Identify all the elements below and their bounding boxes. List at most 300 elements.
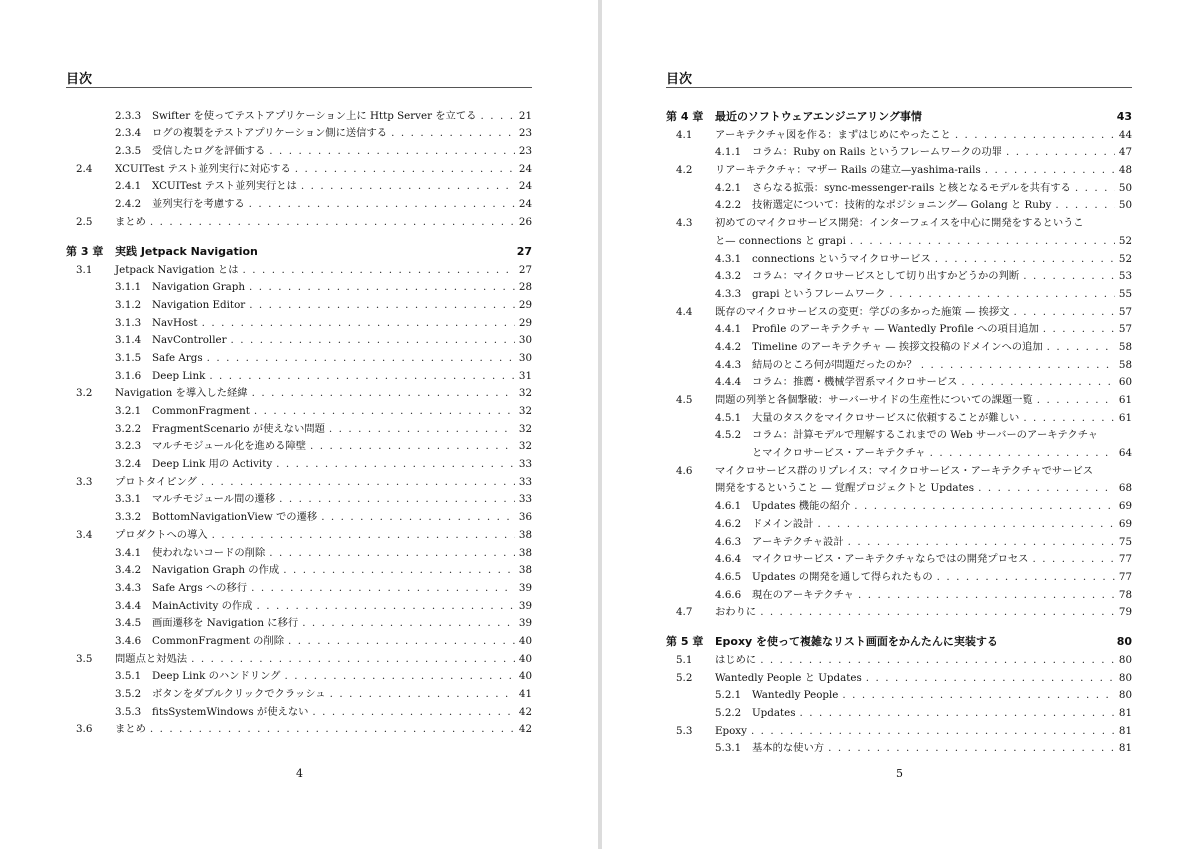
leader-dots bbox=[150, 216, 515, 228]
entry-title-line: 開発をするということ — 覚醒プロジェクトと Updates bbox=[715, 482, 975, 495]
toc-entry[interactable] bbox=[666, 424, 1132, 442]
entry-title: Profile のアーキテクチャ — Wantedly Profile への項目追加 bbox=[752, 323, 1039, 336]
entry-title: 最近のソフトウェアエンジニアリング事情 bbox=[715, 110, 922, 123]
entry-title: 現在のアーキテクチャ bbox=[752, 588, 854, 601]
entry-page: 39 bbox=[518, 581, 532, 594]
toc-entry[interactable] bbox=[666, 282, 1132, 300]
entry-title: 使われないコードの削除 bbox=[152, 546, 266, 559]
toc-entry[interactable] bbox=[66, 559, 532, 577]
entry-page: 31 bbox=[518, 369, 532, 382]
entry-title: リアーキテクチャ：マザー Rails の建立—yashima-rails bbox=[715, 164, 981, 177]
entry-number: 3.3.2 bbox=[115, 511, 142, 524]
entry-page: 57 bbox=[1118, 323, 1132, 336]
leader-dots bbox=[249, 198, 515, 210]
toc-entry[interactable] bbox=[66, 452, 532, 470]
page-number: 4 bbox=[296, 767, 303, 780]
leader-dots bbox=[760, 654, 1115, 666]
entry-number: 4.6.3 bbox=[715, 535, 742, 548]
entry-page: 81 bbox=[1118, 707, 1132, 719]
entry-title: NavHost bbox=[152, 316, 198, 329]
toc-entry[interactable] bbox=[66, 382, 532, 400]
entry-title: 受信したログを評価する bbox=[152, 145, 266, 158]
entry-title: Deep Link 用の Activity bbox=[152, 458, 273, 471]
entry-number: 4.6.5 bbox=[715, 570, 742, 583]
toc-entry[interactable] bbox=[666, 406, 1132, 424]
toc-entry[interactable] bbox=[666, 548, 1132, 566]
toc-entry[interactable] bbox=[66, 346, 532, 364]
entry-title: 実践 Jetpack Navigation bbox=[115, 244, 258, 258]
entry-page: 32 bbox=[518, 422, 532, 435]
leader-dots bbox=[1006, 146, 1115, 158]
entry-number: 3.4 bbox=[76, 528, 93, 541]
entry-page: 41 bbox=[518, 688, 532, 700]
toc-entry[interactable] bbox=[666, 194, 1132, 212]
entry-title: まとめ bbox=[115, 215, 146, 228]
entry-number: 4.1 bbox=[676, 128, 693, 141]
leader-dots bbox=[1043, 323, 1115, 335]
entry-page: 33 bbox=[518, 493, 532, 506]
toc-entry-continuation[interactable] bbox=[666, 441, 1132, 459]
entry-page: 69 bbox=[1118, 517, 1132, 530]
leader-dots bbox=[937, 571, 1115, 583]
entry-page: 77 bbox=[1118, 553, 1132, 566]
entry-number: 第 4 章 bbox=[666, 110, 704, 123]
leader-dots bbox=[848, 536, 1115, 548]
toc-entry[interactable] bbox=[66, 293, 532, 311]
entry-number: 4.4.4 bbox=[715, 376, 742, 389]
toc-entry[interactable] bbox=[666, 388, 1132, 406]
entry-title: アーキテクチャ図を作る：まずはじめにやったこと bbox=[715, 128, 951, 141]
leader-dots bbox=[312, 706, 514, 718]
entry-page: 21 bbox=[518, 109, 532, 122]
entry-page: 80 bbox=[1118, 671, 1132, 684]
entry-page: 38 bbox=[518, 528, 532, 541]
leader-dots bbox=[269, 145, 515, 157]
leader-dots bbox=[209, 370, 515, 382]
entry-number: 4.6.2 bbox=[715, 517, 742, 530]
toc-entry[interactable] bbox=[66, 505, 532, 523]
toc-entry[interactable] bbox=[66, 258, 532, 276]
entry-page: 53 bbox=[1118, 270, 1132, 283]
toc-entry[interactable] bbox=[66, 576, 532, 594]
entry-title: Epoxy bbox=[715, 724, 747, 737]
entry-page: 80 bbox=[1118, 689, 1132, 702]
toc-entry[interactable] bbox=[66, 682, 532, 700]
entry-number: 3.4.1 bbox=[115, 546, 142, 559]
entry-number: 4.6.4 bbox=[715, 553, 742, 566]
entry-title-line: マイクロサービス群のリプレイス：マイクロサービス・アーキテクチャでサービス bbox=[715, 464, 1094, 477]
entry-page: 24 bbox=[518, 180, 532, 193]
entry-number: 5.2.2 bbox=[715, 707, 742, 719]
entry-title: Updates 機能の紹介 bbox=[752, 500, 851, 513]
entry-page: 47 bbox=[1118, 146, 1132, 159]
entry-number: 3.2 bbox=[76, 387, 93, 400]
toc-entry[interactable] bbox=[666, 737, 1132, 755]
entry-number: 4.2 bbox=[676, 164, 693, 177]
entry-title: FragmentScenario が使えない問題 bbox=[152, 422, 325, 435]
leader-dots bbox=[391, 127, 515, 139]
toc-entry[interactable] bbox=[66, 311, 532, 329]
entry-title: NavController bbox=[152, 334, 227, 347]
leader-dots bbox=[828, 742, 1115, 754]
entry-page: 40 bbox=[518, 670, 532, 683]
entry-number: 4.2.1 bbox=[715, 181, 742, 194]
leader-dots bbox=[889, 288, 1115, 300]
entry-title: マルチモジュール間の遷移 bbox=[152, 493, 276, 506]
entry-page: 50 bbox=[1118, 181, 1132, 194]
toc-entry[interactable] bbox=[666, 512, 1132, 530]
toc-entry[interactable] bbox=[66, 470, 532, 488]
toc-entry[interactable] bbox=[666, 459, 1132, 477]
leader-dots bbox=[212, 529, 515, 541]
entry-number: 3.5.2 bbox=[115, 688, 142, 700]
entry-number: 4.6.6 bbox=[715, 588, 742, 601]
toc-entry[interactable] bbox=[666, 176, 1132, 194]
toc-entry[interactable] bbox=[666, 701, 1132, 719]
toc-entry[interactable] bbox=[666, 583, 1132, 601]
entry-title: fitsSystemWindows が使えない bbox=[152, 705, 309, 718]
leader-dots bbox=[935, 253, 1115, 265]
entry-number: 3.6 bbox=[76, 723, 93, 736]
toc-entry-continuation[interactable] bbox=[666, 477, 1132, 495]
toc-entry[interactable] bbox=[66, 718, 532, 736]
leader-dots bbox=[201, 476, 515, 488]
entry-title: CommonFragment bbox=[152, 405, 250, 417]
toc-chapter[interactable] bbox=[666, 629, 1132, 648]
entry-page: 77 bbox=[1118, 570, 1132, 583]
entry-number: 3.1 bbox=[76, 263, 93, 276]
toc-entry[interactable] bbox=[666, 719, 1132, 737]
entry-number: 4.3.2 bbox=[715, 270, 742, 283]
toc-entry[interactable] bbox=[66, 276, 532, 294]
entry-number: 3.1.3 bbox=[115, 316, 142, 329]
entry-number: 5.2.1 bbox=[715, 689, 742, 702]
entry-page: 38 bbox=[518, 546, 532, 559]
entry-title: コラム：Ruby on Rails というフレームワークの功罪 bbox=[752, 146, 1002, 159]
toc-entry[interactable] bbox=[666, 494, 1132, 512]
entry-number: 4.6.1 bbox=[715, 500, 742, 513]
entry-page: 27 bbox=[516, 244, 532, 258]
entry-number: 3.2.2 bbox=[115, 422, 142, 435]
entry-page: 40 bbox=[518, 634, 532, 647]
entry-title: Safe Args への移行 bbox=[152, 581, 248, 594]
leader-dots bbox=[243, 264, 515, 276]
toc-entry[interactable] bbox=[66, 700, 532, 718]
entry-title: プロトタイピング bbox=[115, 475, 197, 488]
leader-dots bbox=[955, 129, 1115, 141]
entry-title: アーキテクチャ設計 bbox=[752, 535, 844, 548]
entry-number: 2.3.3 bbox=[115, 109, 142, 122]
entry-page: 50 bbox=[1118, 199, 1132, 212]
toc-entry[interactable] bbox=[666, 353, 1132, 371]
entry-number: 4.5 bbox=[676, 394, 693, 406]
entry-page: 36 bbox=[518, 511, 532, 524]
entry-number: 3.1.2 bbox=[115, 298, 142, 311]
leader-dots bbox=[921, 359, 1115, 371]
leader-dots bbox=[207, 352, 515, 364]
entry-number: 3.4.6 bbox=[115, 634, 142, 647]
leader-dots bbox=[930, 447, 1115, 459]
leader-dots bbox=[321, 511, 515, 523]
leader-dots bbox=[288, 635, 515, 647]
entry-page: 61 bbox=[1118, 411, 1132, 424]
entry-title: grapi というフレームワーク bbox=[752, 287, 886, 300]
entry-number: 4.4.3 bbox=[715, 358, 742, 371]
leader-dots bbox=[842, 689, 1114, 701]
entry-page: 79 bbox=[1118, 606, 1132, 619]
leader-dots bbox=[751, 725, 1115, 737]
leader-dots bbox=[252, 387, 515, 399]
entry-page: 30 bbox=[518, 351, 532, 364]
toc-entry[interactable] bbox=[66, 417, 532, 435]
entry-page: 29 bbox=[518, 298, 532, 311]
toc-entry[interactable] bbox=[66, 399, 532, 417]
leader-dots bbox=[1075, 182, 1115, 194]
running-header: 目次 bbox=[666, 72, 693, 87]
entry-number: 4.3.3 bbox=[715, 287, 742, 300]
entry-title: MainActivity の作成 bbox=[152, 599, 253, 612]
toc-chapter[interactable] bbox=[66, 239, 532, 258]
entry-number: 3.3 bbox=[76, 475, 93, 488]
leader-dots bbox=[978, 482, 1115, 494]
toc-entry[interactable] bbox=[66, 192, 532, 210]
leader-dots bbox=[866, 672, 1115, 684]
leader-dots bbox=[251, 582, 515, 594]
entry-title: Navigation Graph の作成 bbox=[152, 564, 280, 577]
entry-page: 44 bbox=[1118, 128, 1132, 141]
toc-entry[interactable] bbox=[666, 141, 1132, 159]
toc-entry[interactable] bbox=[66, 594, 532, 612]
entry-number: 3.4.5 bbox=[115, 617, 142, 630]
entry-number: 4.5.2 bbox=[715, 429, 742, 442]
entry-page: 24 bbox=[518, 198, 532, 211]
entry-title: ログの複製をテストアプリケーション側に送信する bbox=[152, 127, 388, 140]
toc-list bbox=[66, 104, 532, 735]
entry-title: Jetpack Navigation とは bbox=[115, 263, 239, 276]
leader-dots bbox=[760, 606, 1115, 618]
entry-title: connections というマイクロサービス bbox=[752, 252, 931, 265]
toc-entry[interactable] bbox=[666, 666, 1132, 684]
toc-entry[interactable] bbox=[66, 665, 532, 683]
entry-number: 3.5.3 bbox=[115, 705, 142, 718]
entry-page: 81 bbox=[1118, 742, 1132, 755]
entry-number: 3.1.6 bbox=[115, 369, 142, 382]
entry-title: コラム：マイクロサービスとして切り出すかどうかの判断 bbox=[752, 270, 1020, 283]
entry-title: まとめ bbox=[115, 723, 146, 736]
entry-title: ボタンをダブルクリックでクラッシュ bbox=[152, 688, 326, 700]
entry-page: 57 bbox=[1118, 305, 1132, 318]
toc-entry[interactable] bbox=[66, 175, 532, 193]
toc-entry[interactable] bbox=[66, 629, 532, 647]
entry-number: 3.3.1 bbox=[115, 493, 142, 506]
toc-entry[interactable] bbox=[666, 123, 1132, 141]
entry-title: Swifter を使ってテストアプリケーション上に Http Server を立てる bbox=[152, 109, 477, 122]
toc-entry[interactable] bbox=[66, 329, 532, 347]
toc-entry[interactable] bbox=[666, 601, 1132, 619]
entry-number: 4.1.1 bbox=[715, 146, 742, 159]
toc-entry[interactable] bbox=[66, 157, 532, 175]
toc-entry[interactable] bbox=[666, 565, 1132, 583]
toc-entry[interactable] bbox=[66, 488, 532, 506]
leader-dots bbox=[256, 600, 514, 612]
entry-title: Epoxy を使って複雑なリスト画面をかんたんに実装する bbox=[715, 635, 998, 649]
leader-dots bbox=[276, 458, 515, 470]
leader-dots bbox=[1037, 394, 1115, 406]
entry-title: Deep Link のハンドリング bbox=[152, 670, 281, 683]
entry-title: さらなる拡張：sync-messenger-rails と核となるモデルを共有する bbox=[752, 181, 1071, 194]
entry-title: XCUITest テスト並列実行に対応する bbox=[115, 162, 291, 175]
leader-dots bbox=[1055, 199, 1115, 211]
entry-number: 3.1.5 bbox=[115, 351, 142, 364]
entry-number: 4.7 bbox=[676, 606, 693, 619]
toc-entry[interactable] bbox=[666, 684, 1132, 702]
entry-number: 2.3.5 bbox=[115, 145, 142, 158]
entry-page: 32 bbox=[518, 387, 532, 400]
leader-dots bbox=[1023, 412, 1115, 424]
toc-entry[interactable] bbox=[666, 530, 1132, 548]
leader-dots bbox=[191, 653, 515, 665]
toc-entry[interactable] bbox=[666, 158, 1132, 176]
entry-title: マルチモジュール化を進める障壁 bbox=[152, 440, 307, 453]
entry-title: プロダクトへの導入 bbox=[115, 528, 208, 541]
entry-page: 39 bbox=[518, 617, 532, 630]
entry-page: 80 bbox=[1116, 635, 1132, 649]
leader-dots bbox=[1013, 306, 1114, 318]
entry-title: Updates の開発を通して得られたもの bbox=[752, 570, 933, 583]
leader-dots bbox=[249, 299, 515, 311]
toc-entry[interactable] bbox=[66, 612, 532, 630]
entry-page: 29 bbox=[518, 316, 532, 329]
entry-page: 58 bbox=[1118, 340, 1132, 353]
leader-dots bbox=[301, 180, 515, 192]
entry-title-line: コラム：計算モデルで理解するこれまでの Web サーバーのアーキテクチャ bbox=[752, 429, 1099, 442]
entry-title: XCUITest テスト並列実行とは bbox=[152, 180, 297, 193]
entry-number: 4.5.1 bbox=[715, 411, 742, 424]
toc-entry[interactable] bbox=[66, 647, 532, 665]
entry-title: コラム：推薦・機械学習系マイクロサービス bbox=[752, 376, 958, 389]
toc-entry[interactable] bbox=[66, 435, 532, 453]
leader-dots bbox=[310, 440, 515, 452]
entry-number: 4.4 bbox=[676, 305, 693, 318]
entry-title: おわりに bbox=[715, 606, 757, 619]
leader-dots bbox=[254, 405, 515, 417]
toc-entry[interactable] bbox=[66, 139, 532, 157]
leader-dots bbox=[800, 707, 1115, 719]
entry-page: 40 bbox=[518, 652, 532, 665]
entry-page: 33 bbox=[518, 458, 532, 471]
entry-page: 43 bbox=[1116, 110, 1132, 123]
toc-entry[interactable] bbox=[66, 104, 532, 122]
entry-page: 42 bbox=[518, 723, 532, 736]
entry-title: 問題点と対処法 bbox=[115, 652, 188, 665]
leader-dots bbox=[283, 564, 515, 576]
entry-title: Wantedly People bbox=[752, 689, 839, 702]
entry-page: 60 bbox=[1118, 376, 1132, 389]
leader-dots bbox=[231, 334, 515, 346]
toc-entry[interactable] bbox=[66, 541, 532, 559]
entry-title: BottomNavigationView での遷移 bbox=[152, 511, 318, 524]
entry-page: 26 bbox=[518, 215, 532, 228]
toc-entry[interactable] bbox=[66, 210, 532, 228]
entry-title: Wantedly People と Updates bbox=[715, 671, 862, 684]
toc-entry[interactable] bbox=[66, 122, 532, 140]
entry-page: 42 bbox=[518, 705, 532, 718]
entry-page: 69 bbox=[1118, 500, 1132, 513]
entry-number: 5.3.1 bbox=[715, 742, 742, 755]
toc-entry[interactable] bbox=[666, 318, 1132, 336]
entry-number: 2.4.1 bbox=[115, 180, 142, 193]
toc-entry[interactable] bbox=[666, 247, 1132, 265]
toc-entry[interactable] bbox=[66, 364, 532, 382]
toc-entry[interactable] bbox=[666, 335, 1132, 353]
leader-dots bbox=[854, 500, 1115, 512]
entry-number: 3.4.3 bbox=[115, 581, 142, 594]
running-header: 目次 bbox=[66, 72, 93, 87]
entry-title: 問題の列挙と各個撃破：サーバーサイドの生産性についての課題一覧 bbox=[715, 394, 1033, 406]
header-rule bbox=[66, 87, 532, 88]
entry-number: 3.1.1 bbox=[115, 281, 142, 294]
leader-dots bbox=[202, 317, 515, 329]
entry-title: Navigation Graph bbox=[152, 281, 246, 294]
leader-dots bbox=[150, 723, 515, 735]
toc-entry[interactable] bbox=[666, 300, 1132, 318]
entry-page: 52 bbox=[1118, 252, 1132, 265]
entry-title-line: とマイクロサービス・アーキテクチャ bbox=[752, 447, 926, 460]
left-page bbox=[0, 0, 598, 849]
entry-title: 画面遷移を Navigation に移行 bbox=[152, 617, 299, 630]
entry-page: 27 bbox=[518, 263, 532, 276]
leader-dots bbox=[269, 547, 515, 559]
entry-page: 81 bbox=[1118, 724, 1132, 737]
leader-dots bbox=[850, 235, 1115, 247]
entry-page: 39 bbox=[518, 599, 532, 612]
leader-dots bbox=[302, 617, 515, 629]
entry-page: 24 bbox=[518, 162, 532, 175]
leader-dots bbox=[961, 376, 1114, 388]
toc-chapter[interactable] bbox=[666, 104, 1132, 123]
toc-entry-continuation[interactable] bbox=[666, 229, 1132, 247]
right-page bbox=[602, 0, 1200, 849]
entry-page: 61 bbox=[1118, 394, 1132, 406]
entry-number: 4.3 bbox=[676, 217, 693, 230]
toc-entry[interactable] bbox=[666, 265, 1132, 283]
toc-entry[interactable] bbox=[666, 211, 1132, 229]
leader-dots bbox=[1023, 270, 1115, 282]
entry-number: 3.1.4 bbox=[115, 334, 142, 347]
entry-number: 2.3.4 bbox=[115, 127, 142, 140]
toc-entry[interactable] bbox=[666, 371, 1132, 389]
entry-number: 3.5.1 bbox=[115, 670, 142, 683]
entry-page: 64 bbox=[1118, 447, 1132, 460]
leader-dots bbox=[279, 493, 515, 505]
entry-number: 2.5 bbox=[76, 215, 93, 228]
entry-title: 並列実行を考慮する bbox=[152, 198, 245, 211]
entry-title: 技術選定について：技術的なポジショニング— Golang と Ruby bbox=[752, 199, 1052, 212]
leader-dots bbox=[817, 518, 1114, 530]
toc-entry[interactable] bbox=[666, 648, 1132, 666]
toc-entry[interactable] bbox=[66, 523, 532, 541]
leader-dots bbox=[1047, 341, 1115, 353]
entry-title: Navigation Editor bbox=[152, 298, 246, 311]
entry-number: 3.2.3 bbox=[115, 440, 142, 453]
leader-dots bbox=[329, 423, 515, 435]
entry-page: 58 bbox=[1118, 358, 1132, 371]
entry-title: Safe Args bbox=[152, 351, 203, 364]
entry-page: 48 bbox=[1118, 164, 1132, 177]
entry-number: 4.3.1 bbox=[715, 252, 742, 265]
entry-page: 28 bbox=[518, 281, 532, 294]
entry-page: 32 bbox=[518, 440, 532, 453]
